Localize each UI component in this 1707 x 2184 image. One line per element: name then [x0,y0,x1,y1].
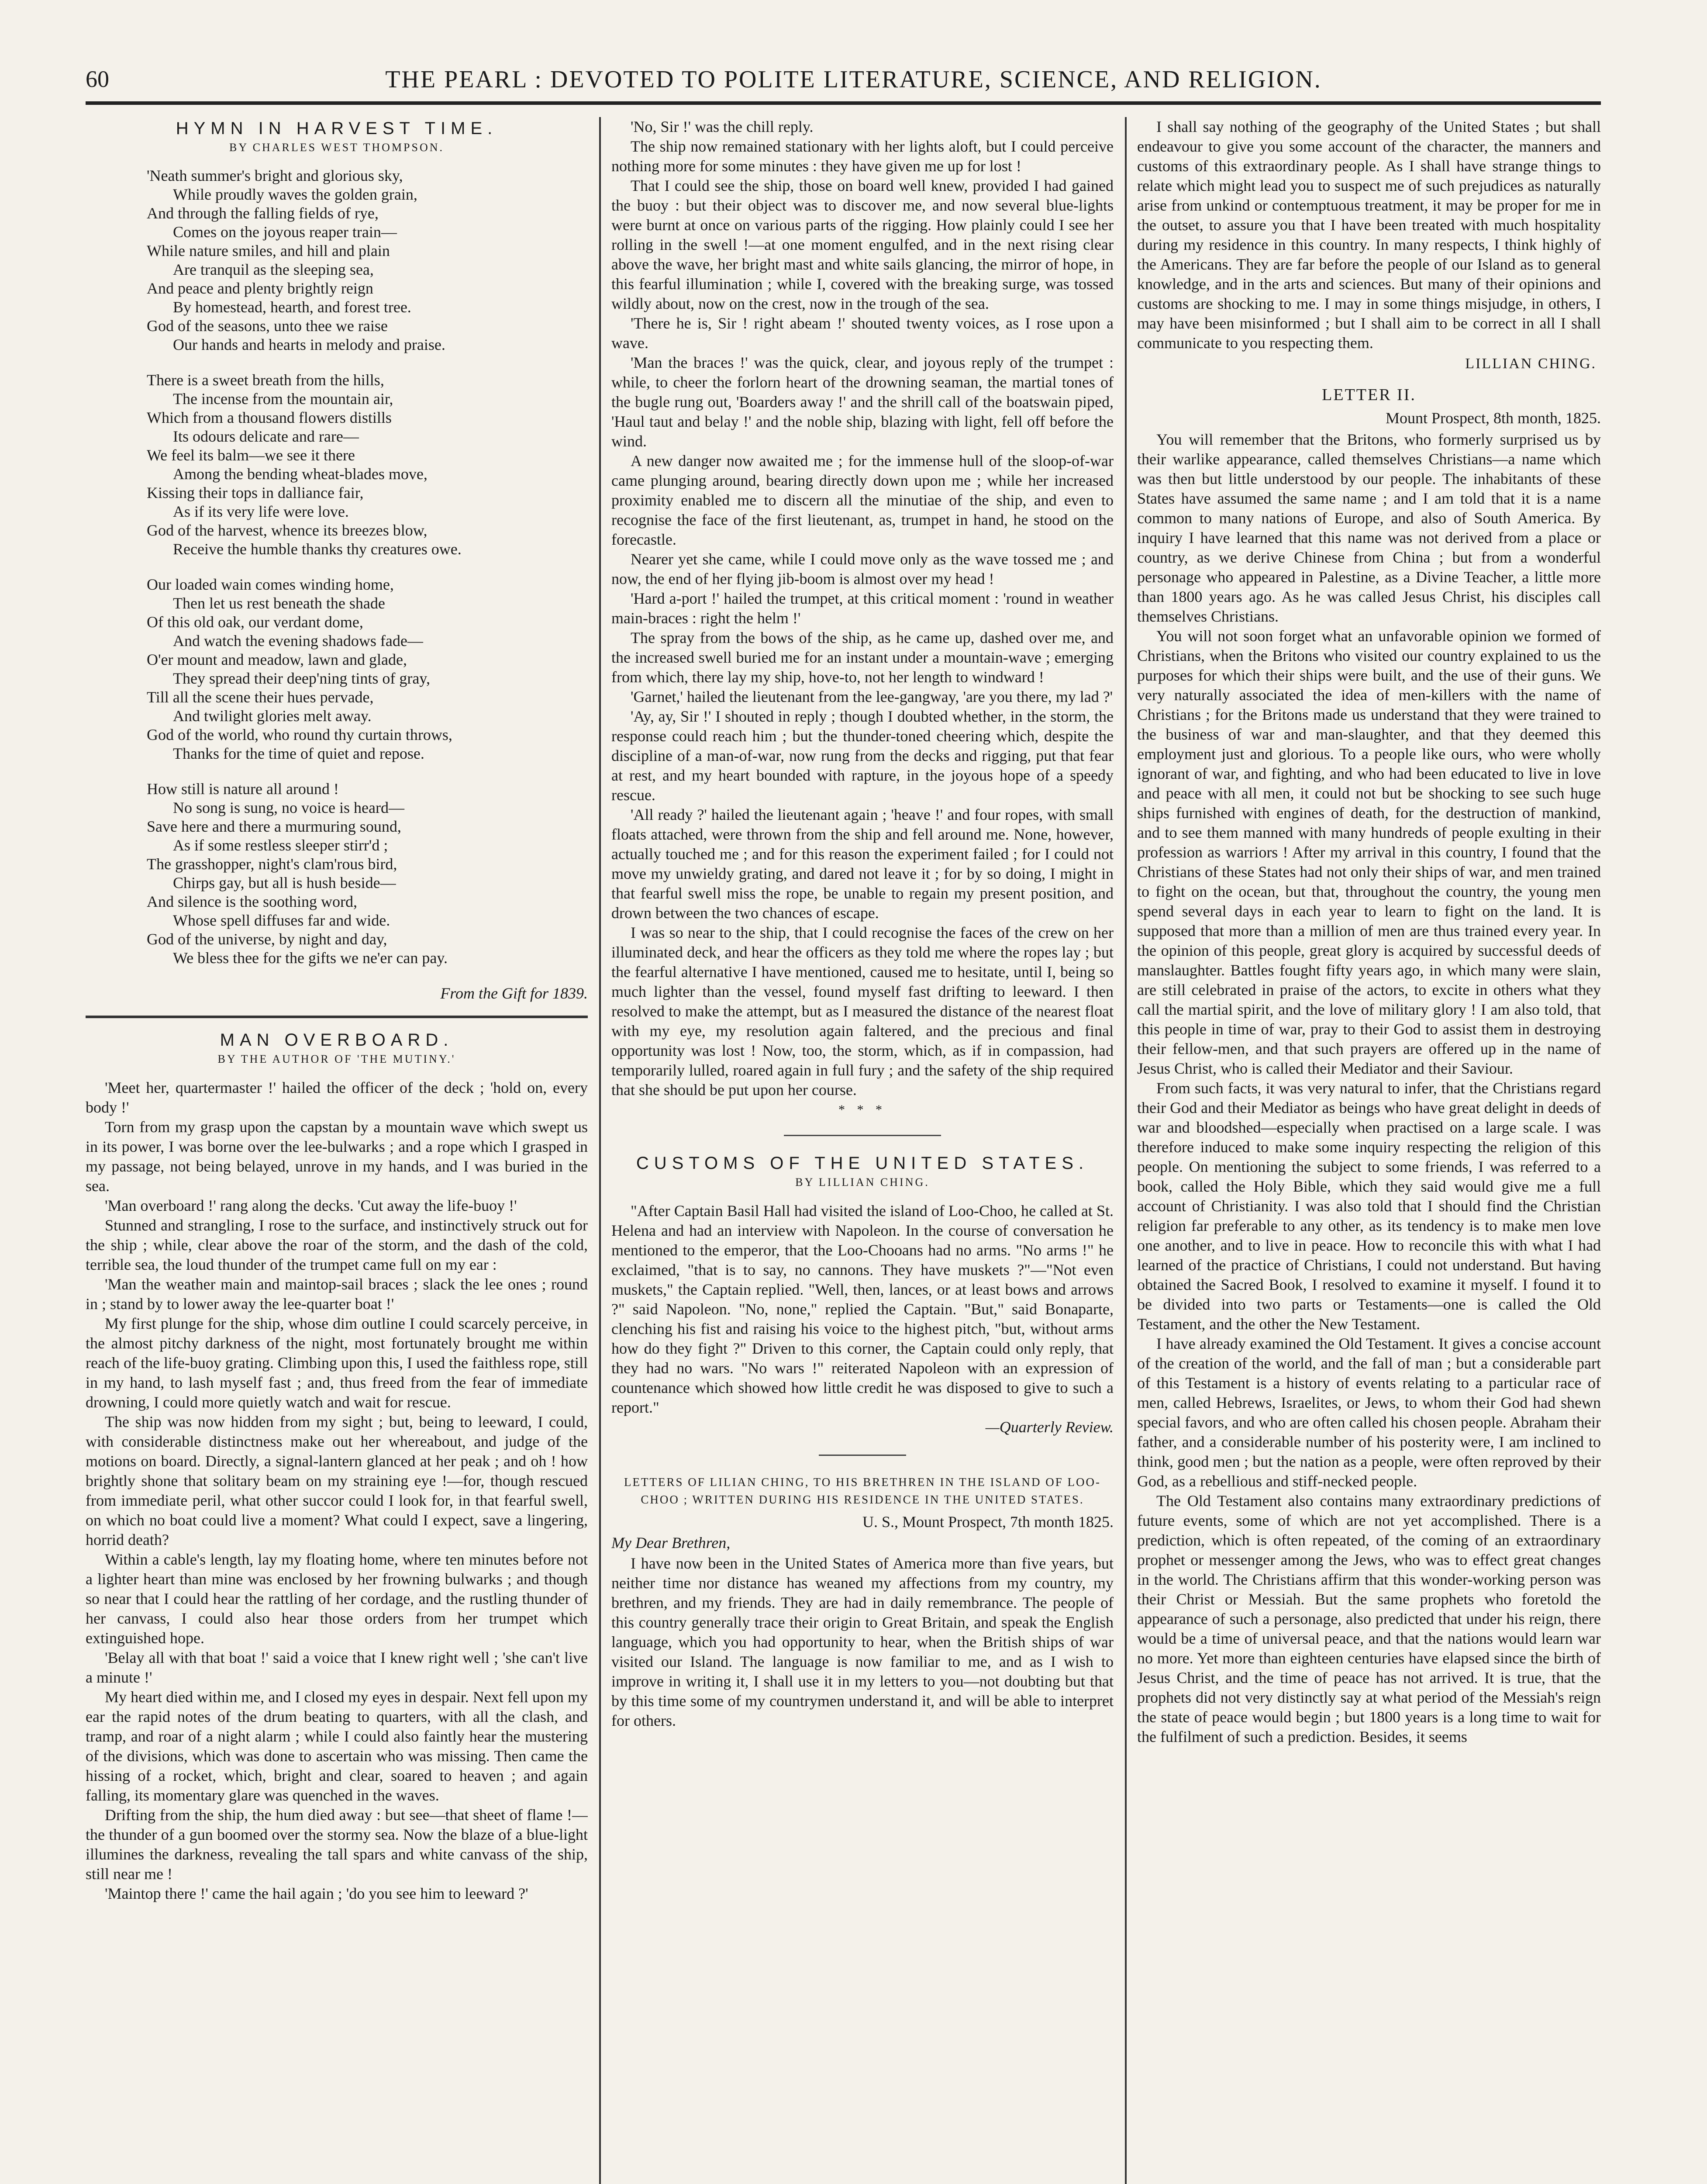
story-paragraph: My heart died within me, and I closed my eyes in despair. Next fell upon my ear the rapid notes of the drum beating to quarters, with all the clash, and tramp, and roar of a night alarm ; while I could also faintly hear the mustering of the divisions, which was done to ascertain who was missing. Then came the hissing of a rocket, which, bright and clear, soared to heaven ; and again falling, its momentary glare was quenched in the waves. [86,1688,588,1804]
poem-line: God of the universe, by night and day, [147,930,387,948]
letters-heading: LETTERS OF LILIAN CHING, TO HIS BRETHREN IN THE ISLAND OF LOO-CHOO ; WRITTEN DURING HIS RESIDENCE IN THE UNITED STATES. [624,1476,1101,1506]
poem-line: While proudly waves the golden grain, [173,186,417,203]
masthead: THE PEARL : DEVOTED TO POLITE LITERATURE, SCIENCE, AND RELIGION. [385,66,1322,93]
hymn-stanza [147,166,588,354]
story-paragraph: Nearer yet she came, while I could move only as the wave tossed me ; and now, the end of her flying jib-boom is almost over my head ! [611,550,1114,587]
poem-line: 'Neath summer's bright and glorious sky, [147,167,403,184]
section-end-stars: * * * [838,1102,886,1117]
hymn-byline: BY CHARLES WEST THOMPSON. [229,141,444,154]
letter-1-text [611,1554,1114,1731]
poem-line: Thanks for the time of quiet and repose. [173,745,424,762]
column-3 [1137,117,1601,2184]
story-paragraph: Within a cable's length, lay my floating home, where ten minutes before not a lighter heart than mine was enclosed by her frowning bulwarks ; and though so near that I could hear the rattling of her cordage, and the rustling thunder of her canvass, I could also hear those orders from her trumpet which extinguished hope. [86,1551,588,1647]
column-divider [1125,117,1127,2184]
column-1 [86,117,588,2184]
story-paragraph: Drifting from the ship, the hum died away : but see—that sheet of flame !—the thunder of a gun boomed over the stormy sea. Now the blaze of a blue-light illumines the darkness, revealing the tall spars and white canvass of the ship, still near me ! [86,1806,588,1883]
hymn-poem [86,166,588,968]
story-paragraph: 'Garnet,' hailed the lieutenant from the lee-gangway, 'are you there, my lad ?' [631,688,1113,705]
section-separator [86,1016,588,1018]
column-2 [611,117,1114,2184]
story-paragraph: 'Meet her, quartermaster !' hailed the officer of the deck ; 'hold on, every body !' [86,1079,588,1116]
poem-line: Kissing their tops in dalliance fair, [147,484,364,501]
hymn-title: HYMN IN HARVEST TIME. [176,119,498,138]
poem-line: We bless thee for the gifts we ne'er can pay. [173,949,448,967]
poem-line: As if its very life were love. [173,503,349,520]
poem-line: There is a sweet breath from the hills, [147,371,384,389]
man-overboard-text-a [86,1078,588,1904]
story-paragraph: 'Man the weather main and maintop-sail braces ; slack the lee ones ; round in ; stand by to lower away the lee-quarter boat !' [86,1275,588,1313]
story-paragraph: 'Man the braces !' was the quick, clear, and joyous reply of the trumpet : while, to cheer the forlorn heart of the drowning seaman, the martial tones of the bugle rung out, 'Boarders away !' and the shrill call of the boatswain piped, 'Haul taut and belay !' and the noble ship, blazing with light, fell off before the wind. [611,354,1114,450]
story-paragraph: The spray from the bows of the ship, as he came up, dashed over me, and the increased swell buried me for an instant under a mountain-wave ; emerging from which, there lay my ship, hove-to, not her length to windward ! [611,629,1114,686]
story-paragraph: The ship was now hidden from my sight ; but, being to leeward, I could, with considerable distinctness make out her whereabout, and judge of the motions on board. Directly, a signal-lantern glanced at her peak ; and oh ! how brightly shone that solitary beam on my straining eye !—for, though rescued from immediate peril, what other succor could I look for, in that fearful swell, on which no boat could live a moment? What could I expect, save a lingering, horrid death? [86,1413,588,1548]
poem-line: And twilight glories melt away. [173,707,372,725]
poem-line: Which from a thousand flowers distills [147,409,392,426]
poem-line: God of the seasons, unto thee we raise [147,317,388,335]
man-overboard-title: MAN OVERBOARD. [220,1030,454,1050]
poem-line: Till all the scene their hues pervade, [147,688,374,706]
column-divider [599,117,601,2184]
poem-line: Our loaded wain comes winding home, [147,576,394,593]
poem-line: The incense from the mountain air, [173,390,393,408]
letter-2-title: LETTER II. [1322,386,1416,404]
story-paragraph: My first plunge for the ship, whose dim outline I could scarcely perceive, in the almost pitchy darkness of the night, most fortunately brought me within reach of the life-buoy grating. Climbing upon this, I used the faithless rope, still in my hand, to lash myself fast ; and, thus freed from the fear of immediate drowning, I could more quietly watch and wait for rescue. [86,1315,588,1411]
page-number: 60 [86,66,109,92]
letter-1-salutation: My Dear Brethren, [611,1534,731,1552]
customs-title: CUSTOMS OF THE UNITED STATES. [636,1154,1089,1173]
short-rule [784,1135,941,1136]
poem-line: And peace and plenty brightly reign [147,280,373,297]
poem-line: And silence is the soothing word, [147,893,357,910]
story-paragraph: 'Maintop there !' came the hail again ; 'do you see him to leeward ?' [105,1885,528,1902]
letter-paragraph: I have now been in the United States of America more than five years, but neither time nor distance has weaned my affections from my country, my brethren, and my friends. They are had in daily remembrance. The people of this country generally trace their origin to Great Britain, and speak the English language, which you had opportunity to hear, when the British ships of war visited our Island. The language is now familiar to me, and as I wish to improve in writing it, I shall use it in my letters to you—not doubting but that by this time some of my countrymen understand it, and will be able to interpret for others. [611,1555,1114,1729]
story-paragraph: That I could see the ship, those on board well knew, provided I had gained the buoy : but their object was to discover me, and now several blue-lights were burnt at once on various parts of the rigging. How plainly could I see her rolling in the swell !—at one moment engulfed, and in the next rising clear above the wave, her bright mast and white sails glancing, the mirror of hope, in this fearful illumination ; while I, covered with the breaking surge, was tossed wildly about, now on the crest, now in the trough of the sea. [611,177,1114,312]
letter-2-text [1137,430,1601,1747]
customs-text [611,1201,1114,1437]
hymn-stanza [147,371,588,559]
story-paragraph: 'Belay all with that boat !' said a voice that I knew right well ; 'she can't live a minute !' [86,1649,588,1686]
story-paragraph: 'Hard a-port !' hailed the trumpet, at this critical moment : 'round in weather main-braces : right the helm !' [611,590,1114,627]
letter-1-signature: LILLIAN CHING. [1465,356,1597,372]
story-paragraph: 'No, Sir !' was the chill reply. [631,118,814,135]
story-paragraph: 'All ready ?' hailed the lieutenant again ; 'heave !' and four ropes, with small floats attached, were thrown from the ship and fell around me. None, however, actually touched me ; and for this reason the experiment failed ; for I could not move my unwieldy grating, and dared not leave it ; for by so doing, I might in that fearful swell miss the rope, be unable to regain my present position, and drown between the two chances of escape. [611,806,1114,922]
story-paragraph: 'Ay, ay, Sir !' I shouted in reply ; though I doubted whether, in the storm, the response could reach him ; but the thunder-toned cheering which, despite the discipline of a man-of-war, now rung from the decks and rigging, put that fear at rest, and my heart bounded with rapture, in the joyous hope of a speedy rescue. [611,708,1114,804]
hymn-stanza [147,575,588,763]
story-paragraph: A new danger now awaited me ; for the immense hull of the sloop-of-war came plunging around, bearing directly down upon me ; while her increased proximity enabled me to discern all the minutiae of the ship, and even to recognise the face of the first lieutenant, as, trumpet in hand, he stood on the forecastle. [611,452,1114,548]
man-overboard-text-b [611,117,1114,1100]
story-paragraph: Stunned and strangling, I rose to the surface, and instinctively struck out for the ship ; while, clear above the roar of the storm, and the dash of the cold, terrible sea, the loud thunder of the trumpet came full on my ear : [86,1216,588,1273]
letter-2-dateline: Mount Prospect, 8th month, 1825. [1386,409,1601,427]
poem-line: Chirps gay, but all is hush beside— [173,874,396,892]
story-paragraph: Torn from my grasp upon the capstan by a mountain wave which swept us in its power, I was borne over the lee-bulwarks ; and a rope which I grasped in my passage, not being belayed, unrove in my hands, and I was buried in the sea. [86,1118,588,1195]
letter-1-dateline: U. S., Mount Prospect, 7th month 1825. [862,1513,1114,1531]
letter-paragraph: The Old Testament also contains many extraordinary predictions of future events, some of which are not yet accomplished. There is a prediction, which is often repeated, of the coming of an extraordinary prophet or messenger among the Jews, who was to effect great changes in the world. The Christians affirm that this wonder-working person was their Christ or Messiah. But the same prophets who foretold the appearance of such a personage, also predicted that under his reign, there would be a time of universal peace, and that the nations would learn war no more. Yet more than eighteen centuries have elapsed since the birth of Jesus Christ, and the time of peace has not arrived. It is true, that the prophets did not very distinctly say at what period of the Messiah's reign the state of peace would begin ; but 1800 years is a long time to wait for the fulfilment of such a prediction. Besides, it seems [1137,1492,1601,1745]
customs-byline: BY LILLIAN CHING. [795,1176,930,1189]
poem-line: Save here and there a murmuring sound, [147,818,401,835]
poem-line: While nature smiles, and hill and plain [147,242,390,259]
letter-paragraph: I shall say nothing of the geography of the United States ; but shall endeavour to give you some account of the character, the manners and customs of this extraordinary people. As I shall have strange things to relate which might lead you to suspect me of such prejudices as naturally arise from unkind or contemptuous treatment, it may be proper for me in the outset, to assure you that I have been treated with much hospitality during my residence in this country. In many respects, I think highly of the Americans. They are far before the people of our Island as to general knowledge, and in the arts and sciences. But many of their opinions and customs are shocking to me. I may in some things misjudge, in others, I may have been misinformed ; but I shall aim to be correct in all I shall communicate to you respecting them. [1137,118,1601,352]
poem-line: Are tranquil as the sleeping sea, [173,261,374,278]
poem-line: The grasshopper, night's clam'rous bird, [147,855,397,873]
poem-line: Whose spell diffuses far and wide. [173,912,390,929]
poem-line: As if some restless sleeper stirr'd ; [173,836,388,854]
poem-line: God of the world, who round thy curtain throws, [147,726,452,743]
letter-paragraph: You will remember that the Britons, who formerly surprised us by their warlike appearance, called themselves Christians—a name which was then but little understood by our people. The inhabitants of these States have assumed the same name ; and I am told that it is a name common to many nations of Europe, and also of South America. By inquiry I have learned that this name was not derived from a place or country, as we derive Chinese from China ; but from a wonderful personage who appeared in Palestine, as a Divine Teacher, a little more than 1800 years ago. As he was called Jesus Christ, his disciples call themselves Christians. [1137,431,1601,625]
letter-paragraph: You will not soon forget what an unfavorable opinion we formed of Christians, when the Britons who visited our country explained to us the purposes for which their ships were built, and the use of their guns. We very naturally associated the idea of men-killers with the name of Christians ; for the Britons made us understand that they were trained to the business of war and man-slaughter, and that they deemed this employment just and glorious. To a people like ours, who were wholly ignorant of war, and fighting, and who had been educated to live in love and peace with all men, it could not but be shocking to see such huge ships furnished with engines of death, for the destruction of mankind, and to see them manned with many hundreds of people exulting in their profession as warriors ! After my arrival in this country, I found that the Christians of these States had not only their ships of war, and men trained to fight on the ocean, but that, throughout the country, the young men spend several days in each year to learn to fight on the land. It is supposed that more than a million of men are thus trained every year. In the opinion of this people, great glory is acquired by successful deeds of manslaughter. Battles fought fifty years ago, in which many were slain, are still celebrated in praise of the actors, to excite in others what they call the martial spirit, and the love of military glory ! I am also told, that this people in time of war, pray to their God to assist them in destroying their fellow-men, and that such prayers are offered up in the name of Jesus Christ, who is called their Mediator and their Saviour. [1137,627,1601,1077]
customs-source: —Quarterly Review. [985,1418,1114,1436]
poem-line: God of the harvest, whence its breezes blow, [147,522,428,539]
hymn-stanza [147,780,588,968]
poem-line: And watch the evening shadows fade— [173,632,423,650]
story-paragraph: 'There he is, Sir ! right abeam !' shouted twenty voices, as I rose upon a wave. [611,314,1114,352]
poem-line: O'er mount and meadow, lawn and glade, [147,651,407,668]
poem-line: And through the falling fields of rye, [147,204,379,222]
poem-line: By homestead, hearth, and forest tree. [173,298,411,316]
customs-paragraph: "After Captain Basil Hall had visited the island of Loo-Choo, he called at St. Helena and had an interview with Napoleon. In the course of conversation he mentioned to the emperor, that the Loo-Chooans had no arms. "No arms !" he exclaimed, "that is to say, no cannons. They have muskets ?"—"Not even muskets," the Captain replied. "Well, then, lances, or at least bows and arrows ?" said Napoleon. "No, none," replied the Captain. "But," said Bonaparte, clenching his fist and raising his voice to the highest pitch, "but, without arms how do they fight ?" Driven to this corner, the Captain could only reply, that they had no wars. "No wars !" reiterated Napoleon with an expression of countenance which showed how little credit he was disposed to give to such a report." [611,1202,1114,1416]
story-paragraph: 'Man overboard !' rang along the decks. 'Cut away the life-buoy !' [105,1197,517,1214]
poem-line: Our hands and hearts in melody and praise. [173,336,445,353]
poem-line: Its odours delicate and rare— [173,428,359,445]
masthead-rule [86,101,1601,105]
hymn-source: From the Gift for 1839. [440,985,588,1002]
poem-line: We feel its balm—we see it there [147,446,355,464]
poem-line: Then let us rest beneath the shade [173,594,385,612]
letter-1-text-continued [1137,117,1601,353]
short-rule [819,1455,906,1456]
letter-paragraph: From such facts, it was very natural to infer, that the Christians regard their God and their Mediator as beings who have great delight in deeds of war and bloodshed—especially when practised on a large scale. I was therefore induced to make some inquiry respecting the religion of this people. On mentioning the subject to some friends, I was referred to a book, called the Holy Bible, which they said would give me a full account of Christianity. I was also told that I should find the Christian religion far preferable to any other, as its tendency is to make men love one another, and to live in peace. How to reconcile this with what I had learned of the practice of Christians, I could not understand. But having obtained the Sacred Book, I resolved to examine it myself. I found it to be divided into two parts or Testaments—one is called the Old Testament, and the other the New Testament. [1137,1079,1601,1333]
poem-line: No song is sung, no voice is heard— [173,799,404,816]
poem-line: They spread their deep'ning tints of gray, [173,670,430,687]
poem-line: Receive the humble thanks thy creatures owe. [173,540,462,558]
poem-line: How still is nature all around ! [147,780,339,798]
letter-paragraph: I have already examined the Old Testament. It gives a concise account of the creation of the world, and the fall of man ; but a considerable part of this Testament is a history of events relating to a particular race of men, called Hebrews, Israelites, or Jews, to whom their God had shewn special favors, and who are often called his chosen people. Abraham their father, and a considerable number of his posterity were, I am inclined to think, good men ; but the nation as a people, were often reproved by their God, as a rebellious and stiff-necked people. [1137,1335,1601,1490]
man-overboard-byline: BY THE AUTHOR OF 'THE MUTINY.' [217,1053,456,1065]
story-paragraph: The ship now remained stationary with her lights aloft, but I could perceive nothing more for some minutes : they have given me up for lost ! [611,138,1114,175]
story-paragraph: I was so near to the ship, that I could recognise the faces of the crew on her illuminated deck, and hear the officers as they told me where the ropes lay ; but the fearful alternative I have mentioned, caused me to hesitate, until I, being so much lighter than the vessel, found myself fast drifting to leeward. I then resolved to make the attempt, but as I measured the distance of the nearest float with my eye, my resolution again faltered, and the precious and final opportunity was lost ! Now, too, the storm, which, as if in compassion, had temporarily lulled, roared again in full fury ; and the safety of the ship required that she should be put upon her course. [611,924,1114,1099]
poem-line: Comes on the joyous reaper train— [173,223,397,241]
poem-line: Of this old oak, our verdant dome, [147,613,363,631]
poem-line: Among the bending wheat-blades move, [173,465,428,483]
